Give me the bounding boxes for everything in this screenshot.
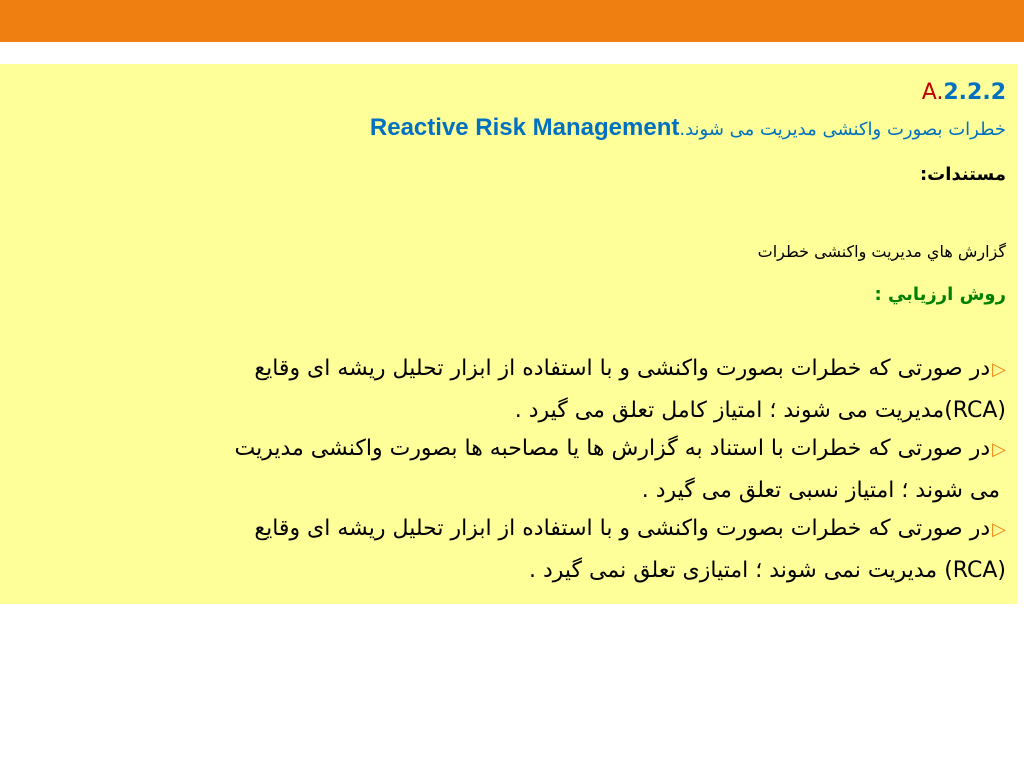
section-subtitle <box>370 114 1006 142</box>
reports-text: گزارش هاي مديريت واكنشی خطرات <box>757 242 1006 261</box>
criterion-1-text-1: در صورتی که خطرات بصورت واکنشی و با استفاده از ابزار تحلیل ریشه ای وقایع <box>254 356 991 381</box>
header-bar <box>0 0 1024 42</box>
content-panel <box>0 64 1018 604</box>
assessment-method-label: روش ارزيابي : <box>874 284 1006 305</box>
section-heading <box>922 80 1006 105</box>
criterion-3-line-2: (RCA) مدیریت نمی شوند ؛ امتیازی تعلق نمی گیرد . <box>529 558 1006 583</box>
criterion-3-line-1 <box>254 516 1006 541</box>
arrow-bullet-icon: ▷ <box>992 359 1006 380</box>
criterion-3-text-1: در صورتی که خطرات بصورت واکنشی و با استفاده از ابزار تحلیل ریشه ای وقایع <box>254 516 991 541</box>
criterion-1-line-2: (RCA)مدیریت می شوند ؛ امتیاز کامل تعلق می گیرد . <box>514 398 1006 423</box>
criterion-2-line-2: می شوند ؛ امتیاز نسبی تعلق می گیرد . <box>641 478 1000 503</box>
criterion-2-line-1 <box>234 436 1006 461</box>
subtitle-persian: خطرات بصورت واکنشی مدیریت می شوند. <box>679 119 1006 140</box>
arrow-bullet-icon: ▷ <box>992 519 1006 540</box>
subtitle-english: Reactive Risk Management <box>369 114 680 141</box>
heading-code: 2.2.2 <box>943 80 1006 105</box>
documents-label: مستندات: <box>919 164 1006 185</box>
heading-prefix: A. <box>921 80 944 105</box>
criterion-2-text-1: در صورتی که خطرات با استناد به گزارش ها یا مصاحبه ها بصورت واکنشی مدیریت <box>234 436 991 461</box>
arrow-bullet-icon: ▷ <box>992 439 1006 460</box>
criterion-1-line-1 <box>254 356 1006 381</box>
